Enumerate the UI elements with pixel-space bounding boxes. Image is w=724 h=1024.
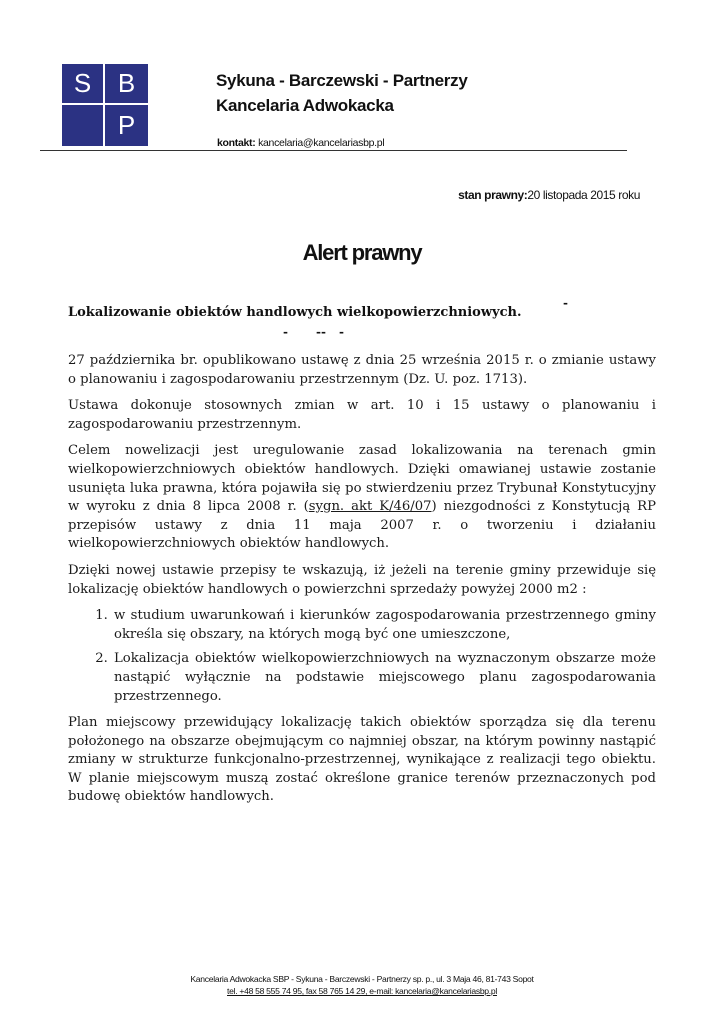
document-body [68,352,656,815]
paragraph: Plan miejscowy przewidujący lokalizację takich obiektów sporządza się dla terenu położonego na obszarze obejmującym co najmniej obszar, na którym powinny nastąpić zmiany w strukturze funkcjonalno-przestrzennej, wynikające z realizacji tego obiektu. W planie miejscowym muszą zostać określone granice terenów przeznaczonych pod budowę obiektów handlowych. [68,715,656,805]
stray-dash: -- [316,325,326,339]
paragraph-text: Celem nowelizacji jest uregulowanie zasad lokalizowania na terenach gmin wielkopowierzchniowych obiektów handlowych. Dzięki omawianej ustawie zostanie usunięta luka prawna, która pojawiła się po stwierdzeniu przez Trybunał Konstytucyjny w wyroku z dnia 8 lipca 2008 r. ( [68,443,656,515]
list-item: 2. Lokalizacja obiektów wielkopowierzchniowych na wyznaczonym obszarze może nastąpić wyłącznie na podstawie miejscowego planu zagospodarowania przestrzennego. [112,650,656,706]
stray-dash: - [563,296,568,310]
footer-address: Kancelaria Adwokacka SBP - Sykuna - Barczewski - Partnerzy sp. p., ul. 3 Maja 46, 81-743 Sopot [190,974,534,984]
subject-heading: Lokalizowanie obiektów handlowych wielkopowierzchniowych. [68,305,522,320]
case-reference-link[interactable]: sygn. akt K/46/07 [308,499,432,515]
paragraph: Dzięki nowej ustawie przepisy te wskazują, iż jeżeli na terenie gminy przewiduje się lokalizację obiektów handlowych o powierzchni sprzedaży powyżej 2000 m2 : [68,562,656,597]
stray-dash: - [339,325,344,339]
firm-type: Kancelaria Adwokacka [216,96,394,115]
stray-dash: - [283,325,288,339]
logo-letter-p: P [117,110,136,140]
paragraph: 27 października br. opublikowano ustawę z dnia 25 września 2015 r. o zmianie ustawy o planowaniu i zagospodarowaniu przestrzennym (Dz. U. poz. 1713). [68,353,656,387]
logo-letter-s: S [62,64,105,105]
firm-name: Sykuna - Barczewski - Partnerzy [216,71,468,90]
list-item: 1. w studium uwarunkowań i kierunków zagospodarowania przestrzennego gminy określa się obszary, na których mogą być one umieszczone, [112,607,656,644]
contact-email: kancelaria@kancelariasbp.pl [258,137,385,149]
document-title: Alert prawny [302,240,422,265]
numbered-list [68,607,656,706]
legal-state-label: stan prawny: [458,188,528,202]
legal-state-date: 20 listopada 2015 roku [527,188,640,202]
contact-line [217,137,384,149]
paragraph: Ustawa dokonuje stosownych zmian w art. 10 i 15 ustawy o planowaniu i zagospodarowaniu przestrzennym. [68,398,656,432]
contact-label: kontakt: [217,137,256,149]
paragraph [68,442,656,554]
footer-contact: tel. +48 58 555 74 95, fax 58 765 14 29, e-mail: kancelaria@kancelariasbp.pl [227,986,497,996]
logo-empty-cell [62,105,105,146]
logo-letter-b: B [105,64,148,105]
page-footer [0,973,724,997]
header-divider [40,150,627,151]
legal-state [458,188,640,202]
paragraph-text: ) niezgodności z Konstytucją RP przepisów ustawy z dnia 11 maja 2007 r. o tworzeniu i działaniu wielkopowierzchniowych obiektów handlowych. [68,499,656,552]
firm-logo [62,64,148,146]
